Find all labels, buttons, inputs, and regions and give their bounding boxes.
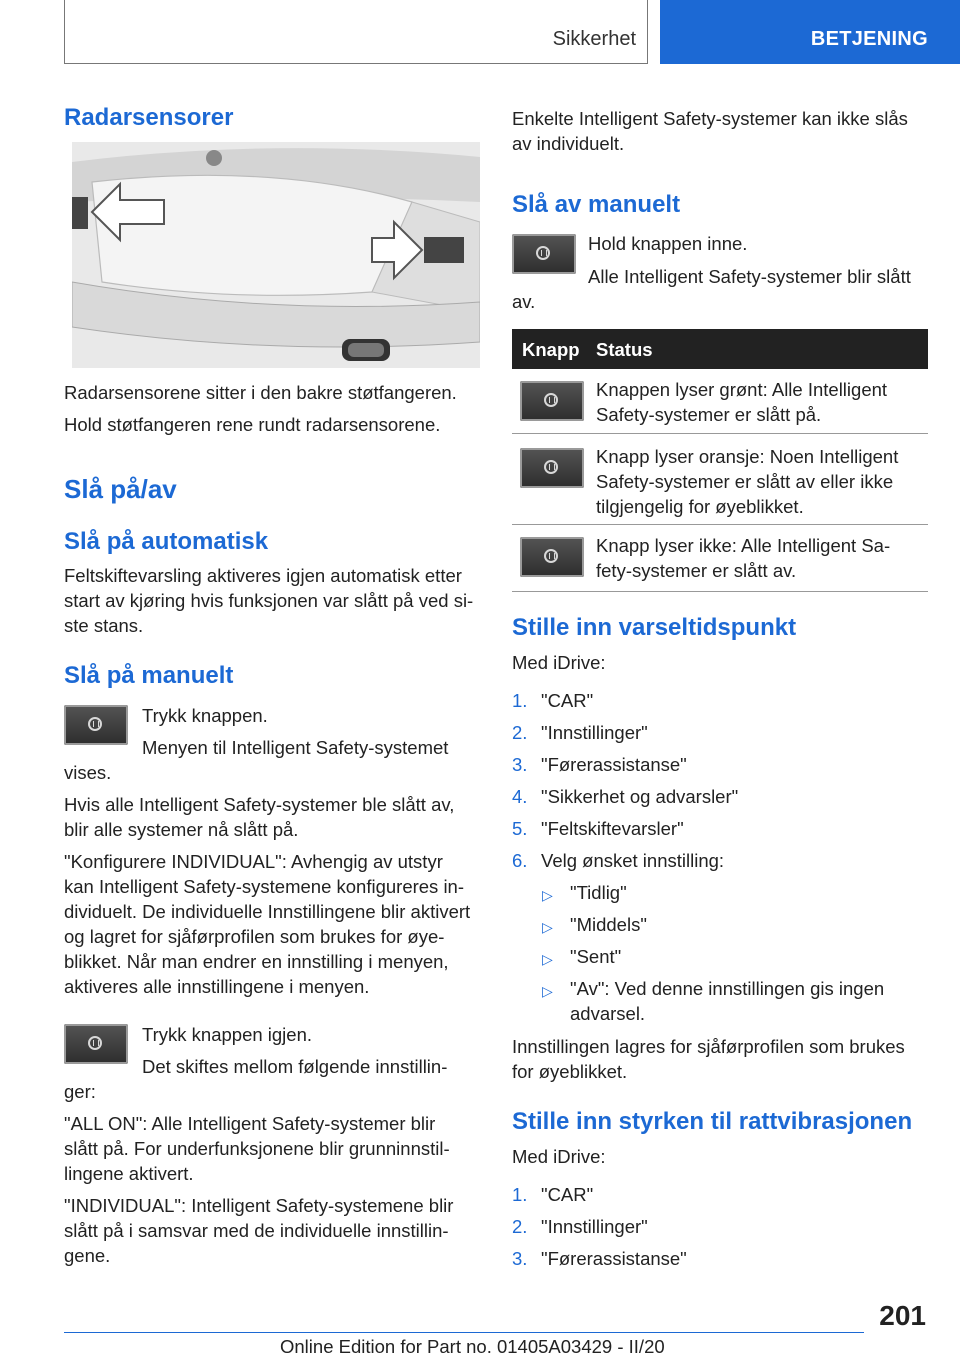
text: Feltskiftevarsling aktiveres igjen automatisk etter [64, 565, 462, 586]
text: Med iDrive: [512, 1146, 606, 1167]
heading-manual: Slå på manuelt [64, 662, 234, 689]
text: dividuelt. De individuelle Innstillingene blir aktivert [64, 901, 471, 922]
text: Hold knappen inne. [588, 233, 748, 254]
col-header-status: Status [596, 339, 653, 360]
text: ger: [64, 1081, 96, 1102]
text: "INDIVIDUAL": Intelligent Safety-systemene blir [64, 1195, 454, 1216]
text: Det skiftes mellom følgende innstillin- [142, 1056, 448, 1077]
text: "Konfigurere INDIVIDUAL": Avhengig av utstyr [64, 851, 443, 872]
header-section: Sikkerhet [552, 28, 636, 50]
safety-button-green-icon [520, 381, 584, 421]
text: Radarsensorene sitter i den bakre støtfangeren. [64, 382, 457, 403]
text: Trykk knappen. [142, 705, 268, 726]
text: advarsel. [570, 1003, 646, 1024]
text: Alle Intelligent Safety-systemer blir slått [588, 266, 911, 287]
header-chapter: BETJENING [810, 28, 928, 50]
footer-divider [64, 1332, 864, 1333]
text: og lagret for sjåførprofilen som brukes for øye- [64, 926, 445, 947]
text: av individuelt. [512, 133, 625, 154]
heading-onoff: Slå på/av [64, 474, 177, 504]
text: Med iDrive: [512, 652, 606, 673]
table-row [512, 525, 928, 592]
text: Hvis alle Intelligent Safety-systemer ble slått av, [64, 794, 455, 815]
car-rear-illustration [72, 142, 480, 368]
text: for øyeblikket. [512, 1061, 628, 1082]
table-header [512, 329, 928, 369]
safety-button-off-icon [520, 537, 584, 577]
status-text: Knappen lyser grønt: Alle Intelligent Safety-systemer er slått på. [596, 379, 888, 425]
text: lingene aktivert. [64, 1163, 194, 1184]
header-chapter-tab [660, 0, 960, 64]
page-number: 201 [879, 1300, 926, 1331]
text: blir alle systemer nå slått på. [64, 819, 299, 840]
safety-button-orange-icon [520, 448, 584, 488]
text: aktiveres alle innstillingene i menyen. [64, 976, 370, 997]
text: slått på. For underfunksjonene blir grunninnstil- [64, 1138, 450, 1159]
text: Enkelte Intelligent Safety-systemer kan ikke slås [512, 108, 908, 129]
heading-off: Slå av manuelt [512, 191, 681, 218]
heading-vibration: Stille inn styrken til rattvibrasjonen [512, 1108, 913, 1135]
text: "ALL ON": Alle Intelligent Safety-systemer blir [64, 1113, 436, 1134]
text: Innstillingen lagres for sjåførprofilen som brukes [512, 1036, 905, 1057]
text: slått på i samsvar med de individuelle innstillin- [64, 1220, 449, 1241]
heading-radar: Radarsensorer [64, 104, 234, 131]
heading-warning-time: Stille inn varseltidspunkt [512, 614, 797, 641]
heading-auto: Slå på automatisk [64, 528, 269, 555]
safety-button-icon [512, 234, 576, 274]
footer-edition: Online Edition for Part no. 01405A03429 - II/20 [280, 1336, 665, 1357]
text: ste stans. [64, 615, 144, 636]
col-header-knapp: Knapp [522, 339, 580, 360]
safety-button-icon [64, 705, 128, 745]
status-text: Knapp lyser oransje: Noen Intelligent Safety-systemer er slått av eller ikke tilgjengelig for øyeblikket. [596, 446, 899, 517]
table-row [512, 434, 928, 525]
text: Trykk knappen igjen. [142, 1024, 313, 1045]
table-row [512, 369, 928, 434]
text: blikket. Når man endrer en innstilling i menyen, [64, 951, 449, 972]
text: Menyen til Intelligent Safety-systemet [142, 737, 449, 758]
status-text: Knapp lyser ikke: Alle Intelligent Sa- fety-systemer er slått av. [596, 535, 891, 581]
text: av. [512, 291, 536, 312]
text: vises. [64, 762, 112, 783]
text: Hold støtfangeren rene rundt radarsensorene. [64, 414, 441, 435]
text: kan Intelligent Safety-systemene konfigureres in- [64, 876, 465, 897]
safety-button-icon [64, 1024, 128, 1064]
text: gene. [64, 1245, 111, 1266]
text: start av kjøring hvis funksjonen var slått på ved si- [64, 590, 474, 611]
status-table [512, 329, 928, 592]
